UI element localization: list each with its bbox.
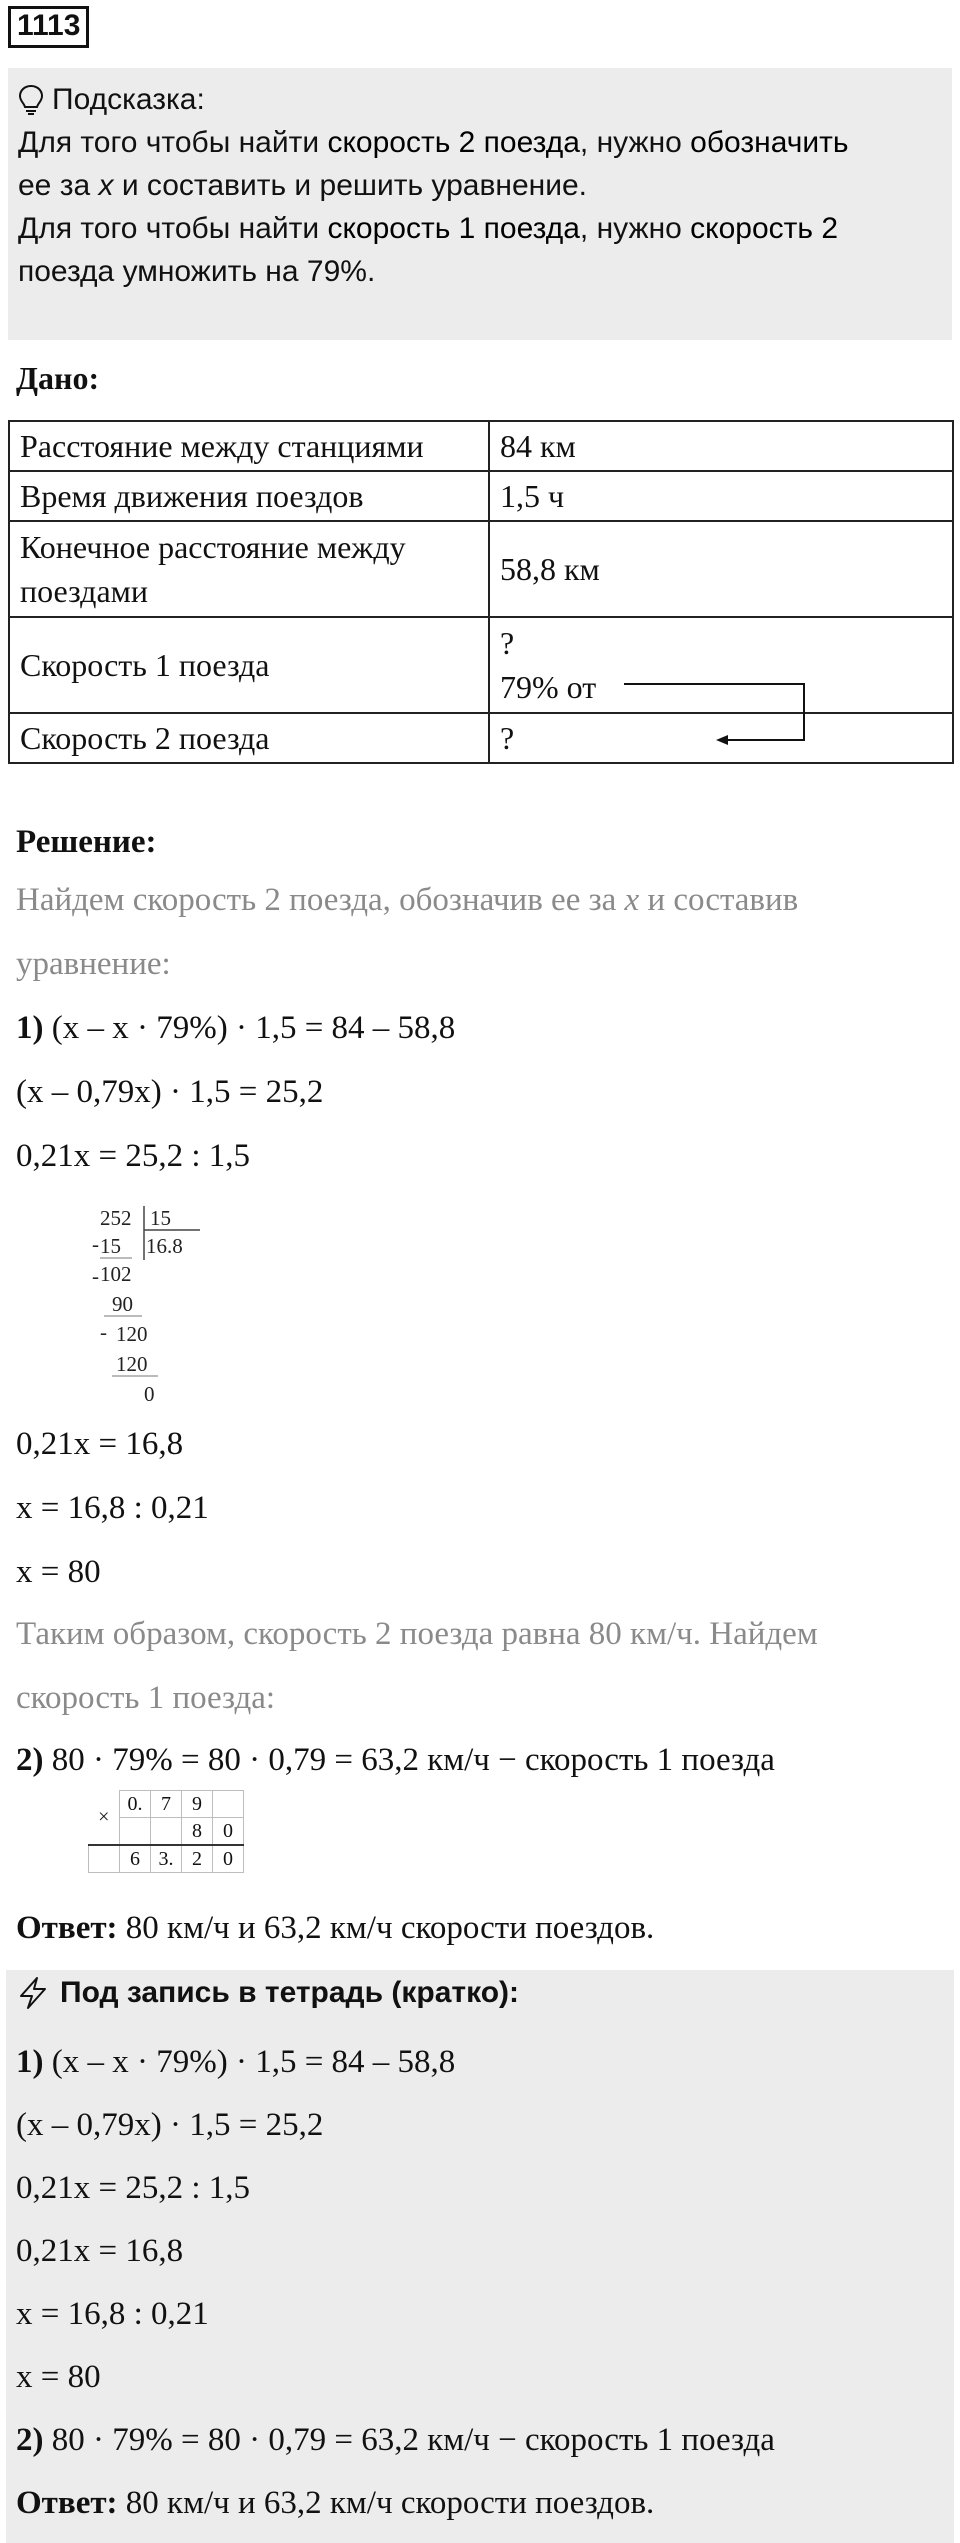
grid-cell: 6 — [120, 1845, 151, 1873]
solution-intro-line-1: Найдем скорость 2 поезда, обозначив ее за x и составив — [16, 882, 799, 918]
table-cell-value: 58,8 км — [489, 521, 953, 617]
division-quotient: 16.8 — [146, 1234, 183, 1258]
table-cell-value: 1,5 ч — [489, 471, 953, 521]
table-cell-label: Конечное расстояние между поездами — [9, 521, 489, 617]
short-equation-6: x = 80 — [16, 2359, 101, 2395]
division-minus: - — [92, 1264, 99, 1288]
short-equation-5: x = 16,8 : 0,21 — [16, 2296, 209, 2332]
division-lines — [96, 1204, 206, 1414]
table-row — [9, 421, 953, 471]
grid-cell: 0. — [120, 1791, 151, 1818]
table-cell-value: ? — [489, 713, 953, 763]
answer: Ответ: 80 км/ч и 63,2 км/ч скорости поездов. — [16, 1910, 655, 1946]
table-row — [9, 471, 953, 521]
table-cell-label: Расстояние между станциями — [9, 421, 489, 471]
grid-cell — [89, 1845, 120, 1873]
division-row: 120 — [116, 1322, 148, 1346]
equation-2: (x – 0,79x) · 1,5 = 25,2 — [16, 1074, 324, 1110]
division-row: 90 — [112, 1292, 133, 1316]
speed1-percent: 79% от — [500, 669, 597, 705]
equation-1: 1) (x – x · 79%) · 1,5 = 84 – 58,8 — [16, 1010, 456, 1046]
lightning-icon — [16, 1976, 50, 2010]
task-number: 1113 — [8, 6, 89, 48]
grid-cell: 0 — [213, 1818, 244, 1846]
hint-line-1: Для того чтобы найти скорость 2 поезда, нужно обозначить — [18, 126, 849, 159]
hint-box — [8, 68, 952, 340]
table-cell-label: Время движения поездов — [9, 471, 489, 521]
table-cell-label: Скорость 1 поезда — [9, 617, 489, 713]
short-equation-7: 2) 80 · 79% = 80 · 0,79 = 63,2 км/ч − скорость 1 поезда — [16, 2422, 775, 2458]
equation-4: 0,21x = 16,8 — [16, 1426, 184, 1462]
division-minus: - — [100, 1320, 107, 1344]
hint-title-row — [18, 78, 942, 121]
equation-3: 0,21x = 25,2 : 1,5 — [16, 1138, 251, 1174]
equation-5: x = 16,8 : 0,21 — [16, 1490, 209, 1526]
table-cell-label: Скорость 2 поезда — [9, 713, 489, 763]
solution-label: Решение: — [16, 824, 157, 860]
equation-7: 2) 80 · 79% = 80 · 0,79 = 63,2 км/ч − скорость 1 поезда — [16, 1742, 775, 1778]
table-row — [9, 521, 953, 617]
division-row: 120 — [116, 1352, 148, 1376]
short-equation-1: 1) (x – x · 79%) · 1,5 = 84 – 58,8 — [16, 2044, 456, 2080]
division-dividend: 252 — [100, 1206, 132, 1230]
hint-line-4: поезда умножить на 79%. — [18, 255, 376, 288]
hint-title: Подсказка: — [52, 83, 205, 116]
short-section-title: Под запись в тетрадь (кратко): — [16, 1976, 519, 2010]
division-row: 15 — [100, 1234, 121, 1258]
table-cell-value: 84 км — [489, 421, 953, 471]
solution-middle-line-2: скорость 1 поезда: — [16, 1680, 276, 1716]
speed1-question: ? — [500, 625, 515, 661]
grid-cell: 3. — [151, 1845, 182, 1873]
equation-6: x = 80 — [16, 1554, 101, 1590]
division-divisor: 15 — [150, 1206, 171, 1230]
grid-cell: 9 — [182, 1791, 213, 1818]
grid-cell: 7 — [151, 1791, 182, 1818]
grid-cell: 2 — [182, 1845, 213, 1873]
grid-cell — [213, 1791, 244, 1818]
solution-middle-line-1: Таким образом, скорость 2 поезда равна 80 км/ч. Найдем — [16, 1616, 818, 1652]
short-equation-4: 0,21x = 16,8 — [16, 2233, 184, 2269]
grid-row — [89, 1845, 244, 1873]
division-row: 0 — [144, 1382, 155, 1406]
division-minus: - — [92, 1232, 99, 1256]
short-answer: Ответ: 80 км/ч и 63,2 км/ч скорости поездов. — [16, 2485, 655, 2521]
grid-row — [89, 1791, 244, 1818]
grid-cell — [151, 1818, 182, 1846]
hint-line-2: ее за x и составить и решить уравнение. — [18, 169, 587, 202]
grid-cell: 0 — [213, 1845, 244, 1873]
given-label: Дано: — [16, 360, 100, 396]
grid-cell: 8 — [182, 1818, 213, 1846]
multiply-sign: × — [89, 1791, 120, 1846]
division-row: 102 — [100, 1262, 132, 1286]
grid-cell — [120, 1818, 151, 1846]
lightbulb-icon — [18, 84, 44, 116]
multiplication-grid — [88, 1790, 244, 1873]
short-equation-3: 0,21x = 25,2 : 1,5 — [16, 2170, 251, 2206]
relation-arrow — [620, 672, 820, 752]
short-equation-2: (x – 0,79x) · 1,5 = 25,2 — [16, 2107, 324, 2143]
hint-line-3: Для того чтобы найти скорость 1 поезда, нужно скорость 2 — [18, 212, 839, 245]
solution-intro-line-2: уравнение: — [16, 946, 171, 982]
